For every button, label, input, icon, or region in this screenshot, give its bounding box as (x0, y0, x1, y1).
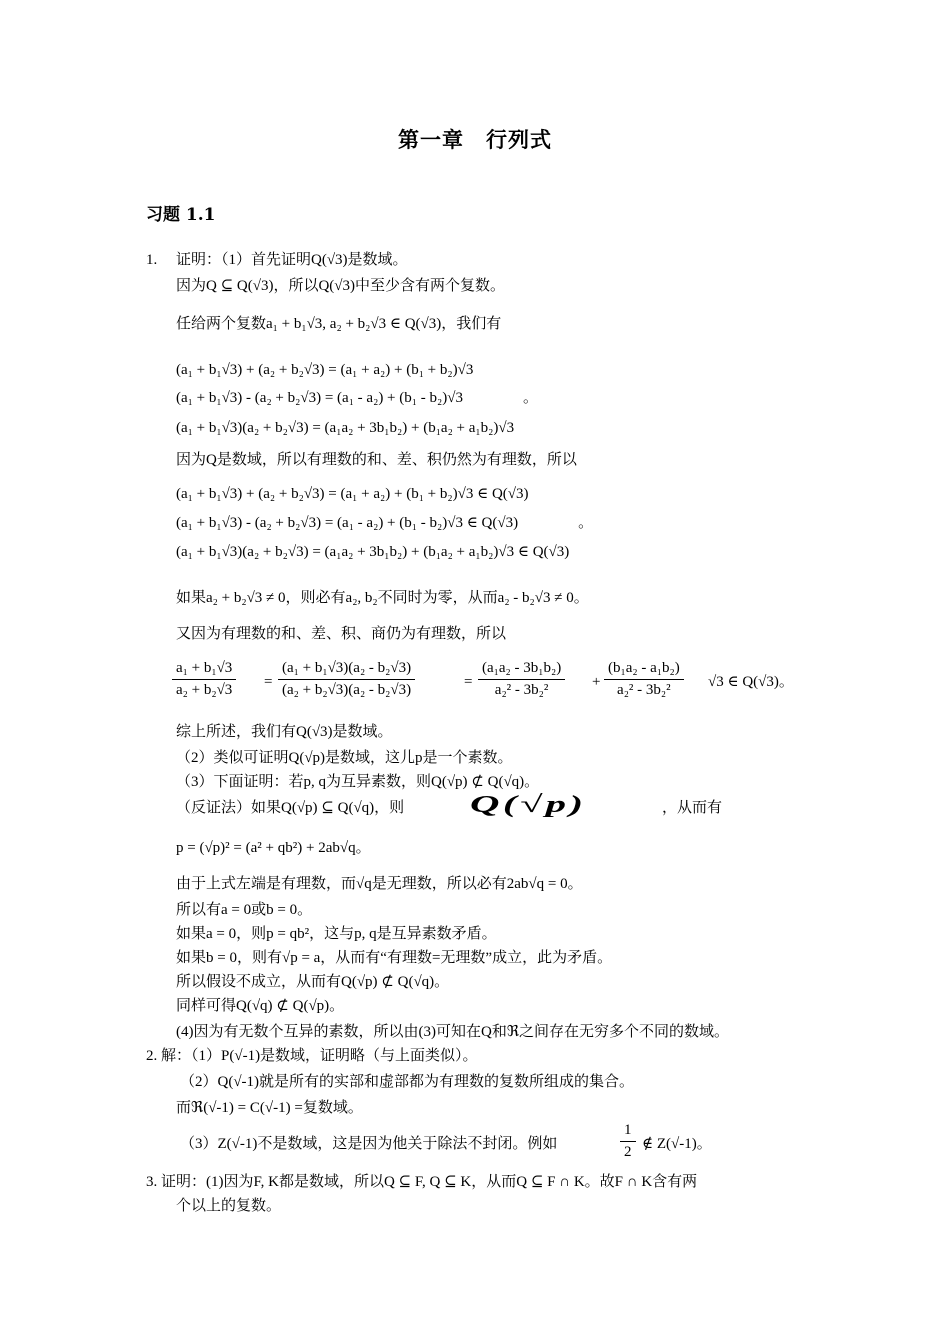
text-line: ∉ Z(√-1)。 (642, 1136, 712, 1152)
equation-line: (a₁ + b₁√3) + (a₂ + b₂√3) = (a₁ + a₂) + (b₁ + b₂)√3 ∈ Q(√3) (176, 486, 529, 502)
text-line: 所以有a = 0或b = 0。 (176, 902, 313, 918)
text-line: 3. 证明：(1)因为F, K都是数域，所以Q ⊆ F, Q ⊆ K，从而Q ⊆ F ∩ K。故F ∩ K含有两 (146, 1174, 698, 1190)
text-line: （3）Z(√-1)不是数域，这是因为他关于除法不封闭。例如 (180, 1136, 558, 1152)
text-line: （3）下面证明：若p, q为互异素数，则Q(√p) ⊄ Q(√q)。 (176, 774, 540, 790)
fraction-tail: √3 ∈ Q(√3)。 (708, 674, 794, 690)
text-line: 由于上式左端是有理数，而√q是无理数，所以必有2ab√q = 0。 (176, 876, 583, 892)
equation-line: (a₁ + b₁√3)(a₂ + b₂√3) = (a₁a₂ + 3b₁b₂) + (b₁a₂ + a₁b₂)√3 (176, 420, 515, 436)
text-line: （反证法）如果Q(√p) ⊆ Q(√q)，则 (176, 800, 405, 816)
text-line: 如果a = 0，则p = qb²，这与p, q是互异素数矛盾。 (176, 926, 497, 942)
text-line: （2）Q(√-1)就是所有的实部和虚部都为有理数的复数所组成的集合。 (180, 1074, 635, 1090)
equals-sign: = (464, 674, 473, 690)
text-line: 个以上的复数。 (176, 1198, 282, 1214)
text-line: （2）类似可证明Q(√p)是数域，这儿p是一个素数。 (176, 750, 513, 766)
fraction-denominator: 2 (624, 1144, 632, 1160)
equation-line: (a₁ + b₁√3) - (a₂ + b₂√3) = (a₁ - a₂) + (b₁ - b₂)√3 。 (176, 390, 538, 406)
fraction-denominator: a₂² - 3b₂² (617, 682, 671, 698)
text-line: 而ℜ(√-1) = C(√-1) =复数域。 (176, 1100, 363, 1116)
chapter-title: 第一章 行列式 (398, 127, 552, 152)
fraction-denominator: (a₂ + b₂√3)(a₂ - b₂√3) (282, 682, 412, 698)
text-line: 如果b = 0，则有√p = a，从而有“有理数=无理数”成立，此为矛盾。 (176, 950, 613, 966)
fraction-numerator: (a₁a₂ - 3b₁b₂) (478, 660, 565, 680)
text-line: 如果a₂ + b₂√3 ≠ 0，则必有a₂, b₂不同时为零，从而a₂ - b₂√3 ≠ 0。 (176, 590, 589, 606)
equation-line: p = (√p)² = (a² + qb²) + 2ab√q。 (176, 840, 371, 856)
fraction-numerator: a₁ + b₁√3 (172, 660, 236, 680)
equation-line: (a₁ + b₁√3) + (a₂ + b₂√3) = (a₁ + a₂) + (b₁ + b₂)√3 (176, 362, 474, 378)
equation-line: (a₁ + b₁√3) - (a₂ + b₂√3) = (a₁ - a₂) + (b₁ - b₂)√3 ∈ Q(√3) 。 (176, 515, 594, 531)
fraction-4 (604, 660, 684, 699)
text-line: 综上所述，我们有Q(√3)是数域。 (176, 724, 393, 740)
text-line: (4)因为有无数个互异的素数，所以由(3)可知在Q和ℜ之间存在无穷多个不同的数域。 (176, 1024, 730, 1040)
large-formula: Q(√p) (470, 792, 587, 818)
fraction-3 (478, 660, 565, 699)
text-line: 因为Q是数域，所以有理数的和、差、积仍然为有理数，所以 (176, 452, 577, 468)
text-line: 任给两个复数a₁ + b₁√3, a₂ + b₂√3 ∈ Q(√3)，我们有 (176, 316, 502, 332)
equals-sign: = (264, 674, 273, 690)
text-line: 1. 证明：（1）首先证明Q(√3)是数域。 (146, 252, 408, 268)
plus-sign: + (592, 674, 601, 690)
text-line: 所以假设不成立，从而有Q(√p) ⊄ Q(√q)。 (176, 974, 450, 990)
fraction-numerator: (a₁ + b₁√3)(a₂ - b₂√3) (278, 660, 415, 680)
text-line: 2. 解：（1）P(√-1)是数域，证明略（与上面类似）。 (146, 1048, 478, 1064)
text-line: ，从而有 (662, 800, 723, 816)
text-line: 因为Q ⊆ Q(√3)，所以Q(√3)中至少含有两个复数。 (176, 278, 506, 294)
text-line: 同样可得Q(√q) ⊄ Q(√p)。 (176, 998, 345, 1014)
section-heading: 习题 1.1 (146, 205, 216, 225)
fraction-2 (278, 660, 415, 699)
fraction-numerator: 1 (620, 1122, 636, 1142)
text-line: 又因为有理数的和、差、积、商仍为有理数，所以 (176, 626, 507, 642)
fraction-denominator: a₂ + b₂√3 (176, 682, 233, 698)
fraction-numerator: (b₁a₂ - a₁b₂) (604, 660, 684, 680)
fraction-1 (172, 660, 236, 699)
fraction-half (620, 1122, 636, 1161)
equation-line: (a₁ + b₁√3)(a₂ + b₂√3) = (a₁a₂ + 3b₁b₂) + (b₁a₂ + a₁b₂)√3 ∈ Q(√3) (176, 544, 570, 560)
fraction-denominator: a₂² - 3b₂² (494, 682, 549, 698)
